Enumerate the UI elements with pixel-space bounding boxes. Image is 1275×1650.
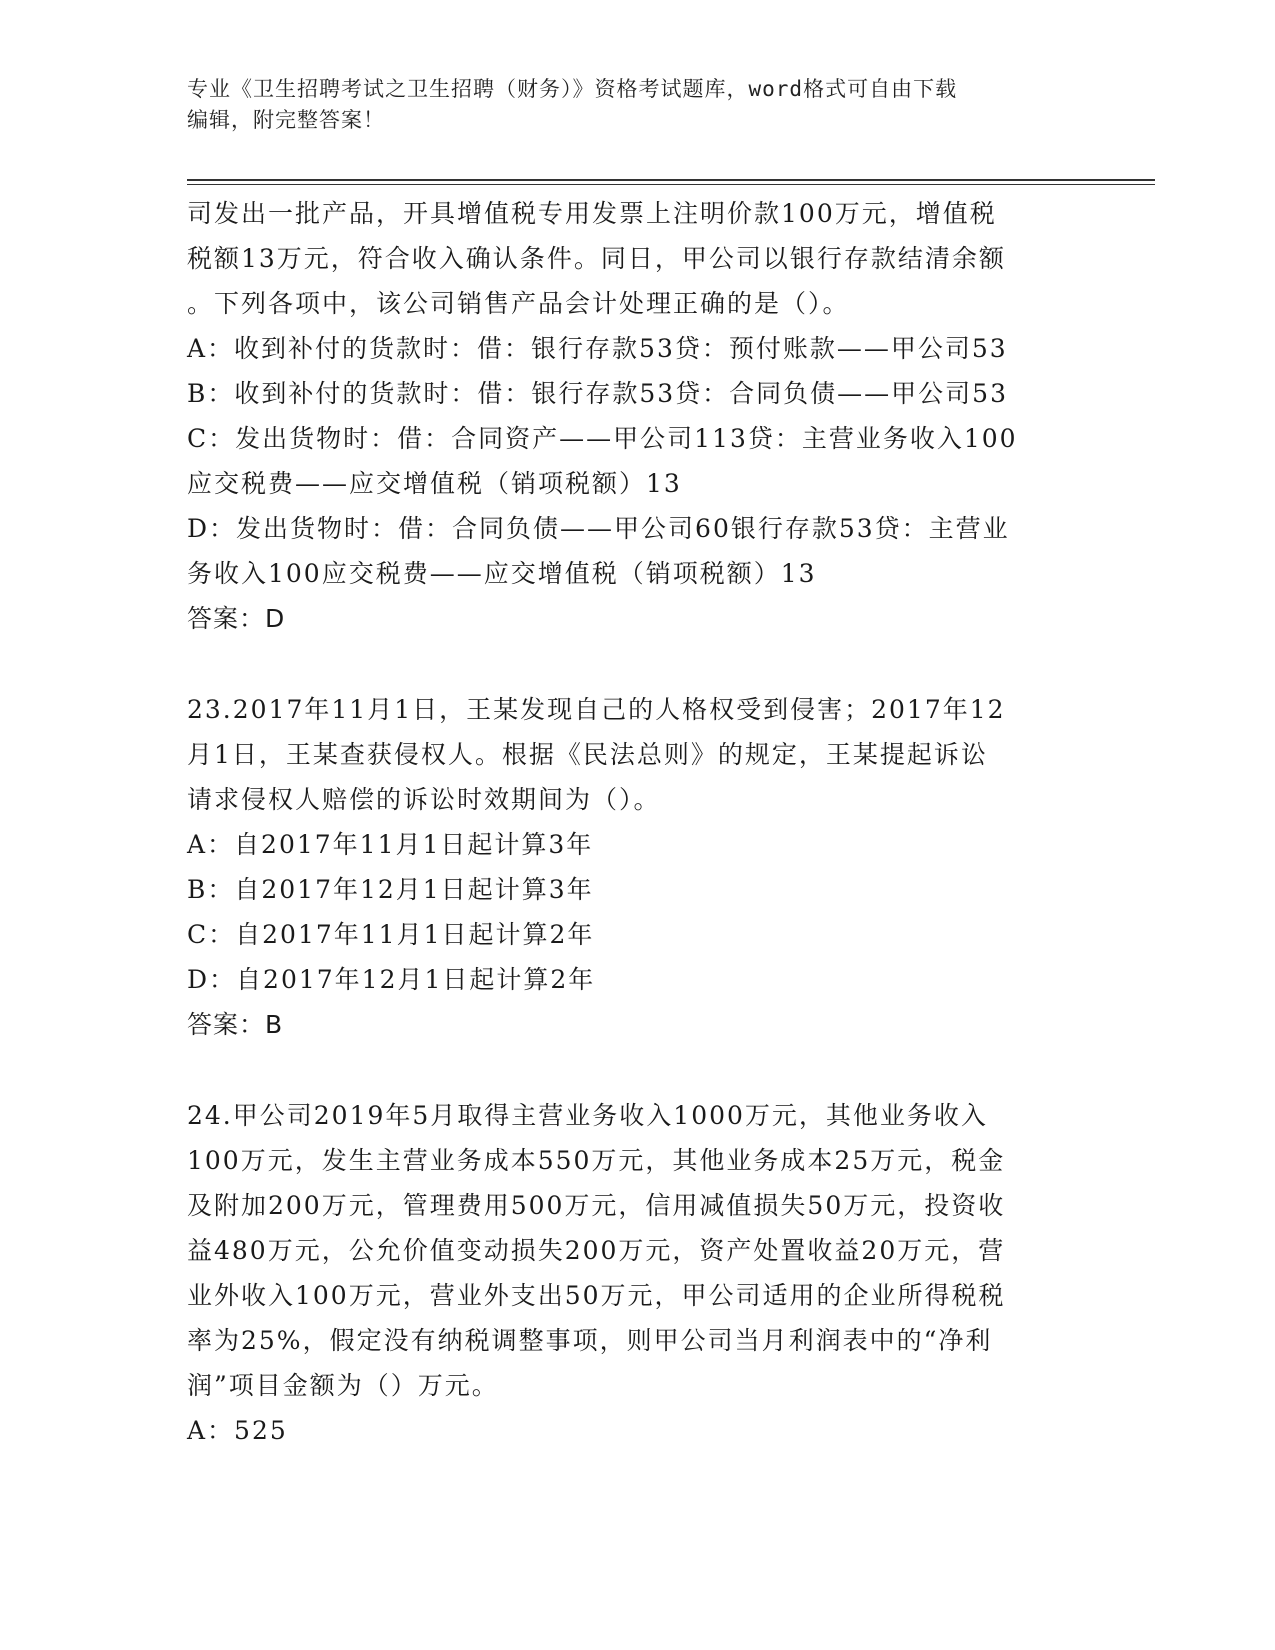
question-stem-line: 。下列各项中，该公司销售产品会计处理正确的是（）。 xyxy=(187,289,850,318)
question-stem-line: 业外收入100万元，营业外支出50万元，甲公司适用的企业所得税税 xyxy=(187,1281,1006,1310)
question-24 xyxy=(187,1093,1077,1453)
question-stem-line: 23.2017年11月1日，王某发现自己的人格权受到侵害；2017年12 xyxy=(187,695,1006,724)
option-d-continued: 务收入100应交税费——应交增值税（销项税额）13 xyxy=(187,559,817,588)
option-c: C：自2017年11月1日起计算2年 xyxy=(187,920,595,949)
header-rule-thin xyxy=(187,184,1155,185)
question-stem-line: 率为25%，假定没有纳税调整事项，则甲公司当月利润表中的“净利 xyxy=(187,1326,993,1355)
header-line-1: 专业《卫生招聘考试之卫生招聘（财务）》资格考试题库，word格式可自由下载 xyxy=(187,77,958,101)
document-header xyxy=(187,74,1067,136)
answer-label: 答案：B xyxy=(187,1010,284,1039)
spacer xyxy=(187,641,1077,687)
question-content xyxy=(187,191,1077,1453)
question-stem-line: 司发出一批产品，开具增值税专用发票上注明价款100万元，增值税 xyxy=(187,199,997,228)
question-stem-line: 及附加200万元，管理费用500万元，信用减值损失50万元，投资收 xyxy=(187,1191,1006,1220)
option-d: D：自2017年12月1日起计算2年 xyxy=(187,965,596,994)
question-22-continued xyxy=(187,191,1077,641)
question-stem-line: 请求侵权人赔偿的诉讼时效期间为（）。 xyxy=(187,785,661,814)
option-a: A：收到补付的货款时：借：银行存款53贷：预付账款——甲公司53 xyxy=(187,334,1008,363)
header-rule-thick xyxy=(187,179,1155,181)
question-stem-line: 100万元，发生主营业务成本550万元，其他业务成本25万元，税金 xyxy=(187,1146,1006,1175)
question-stem-line: 益480万元，公允价值变动损失200万元，资产处置收益20万元，营 xyxy=(187,1236,1006,1265)
question-stem-line: 润”项目金额为（）万元。 xyxy=(187,1371,499,1400)
option-c: C：发出货物时：借：合同资产——甲公司113贷：主营业务收入100 xyxy=(187,424,1018,453)
option-c-continued: 应交税费——应交增值税（销项税额）13 xyxy=(187,469,682,498)
question-stem-line: 税额13万元，符合收入确认条件。同日，甲公司以银行存款结清余额 xyxy=(187,244,1006,273)
answer-label: 答案：D xyxy=(187,604,286,633)
option-d: D：发出货物时：借：合同负债——甲公司60银行存款53贷：主营业 xyxy=(187,514,1010,543)
option-b: B：收到补付的货款时：借：银行存款53贷：合同负债——甲公司53 xyxy=(187,379,1008,408)
question-stem-line: 月1日，王某查获侵权人。根据《民法总则》的规定，王某提起诉讼 xyxy=(187,740,988,769)
option-a: A：525 xyxy=(187,1416,288,1445)
option-a: A：自2017年11月1日起计算3年 xyxy=(187,830,594,859)
spacer xyxy=(187,1047,1077,1093)
question-stem-line: 24.甲公司2019年5月取得主营业务收入1000万元，其他业务收入 xyxy=(187,1101,988,1130)
question-23 xyxy=(187,687,1077,1047)
header-line-2: 编辑，附完整答案！ xyxy=(187,108,385,132)
option-b: B：自2017年12月1日起计算3年 xyxy=(187,875,594,904)
